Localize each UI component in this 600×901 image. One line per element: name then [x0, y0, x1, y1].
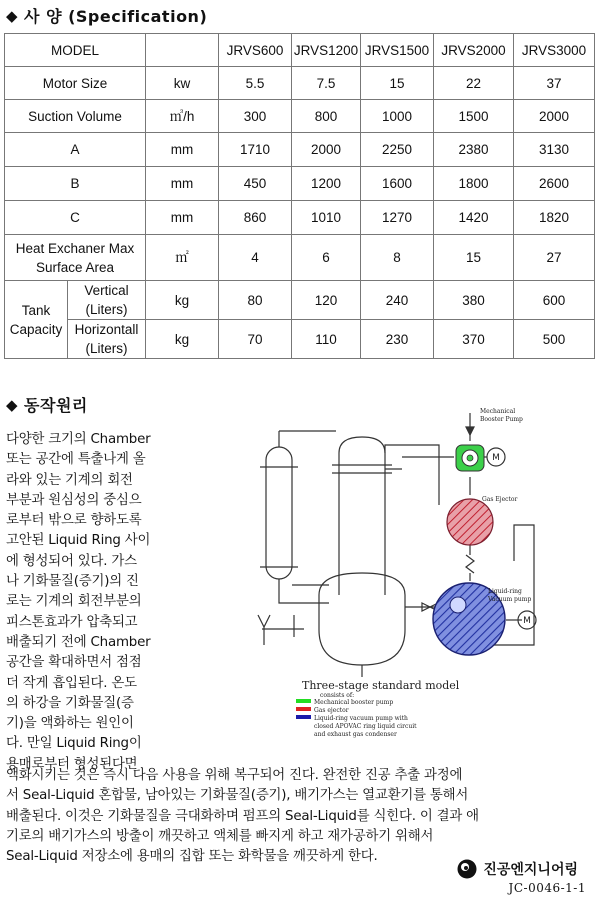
cell: 1820	[514, 201, 595, 235]
legend-swatch-booster	[296, 699, 311, 703]
header-unit	[146, 34, 219, 67]
cell: 860	[219, 201, 292, 235]
legend-swatch-ring	[296, 715, 311, 719]
document-code: JC-0046-1-1	[508, 881, 586, 895]
cell: 7.5	[292, 67, 361, 100]
cell: 1710	[219, 133, 292, 167]
cell: 6	[292, 235, 361, 281]
header-model-2: JRVS1200	[292, 34, 361, 67]
header-model-1: JRVS600	[219, 34, 292, 67]
principle-paragraph-left	[6, 430, 174, 775]
diagram-caption: Three-stage standard model	[302, 679, 460, 692]
cell: 15	[361, 67, 434, 100]
cell: 240	[361, 281, 434, 320]
tank-capacity-label	[5, 281, 68, 359]
cell: 15	[434, 235, 514, 281]
sub-label-line: Horizontall	[74, 322, 139, 337]
cell: 2380	[434, 133, 514, 167]
motor-label-booster: M	[492, 453, 500, 463]
cell: 1600	[361, 167, 434, 201]
table-row	[5, 235, 595, 281]
brand-logo-icon	[457, 859, 477, 879]
row-unit: kg	[146, 320, 219, 359]
text-line: 액화시키는 것은 즉시 다음 사용을 위해 복구되어 진다. 완전한 진공 추출 과정에	[6, 768, 463, 783]
text-line: 다. 만일 Liquid Ring이	[6, 736, 142, 752]
cell: 27	[514, 235, 595, 281]
legend-text: Gas ejector	[314, 707, 349, 714]
label-booster-line2: Booster Pump	[480, 416, 523, 423]
cell: 2600	[514, 167, 595, 201]
diamond-bullet-icon: ◆	[6, 395, 19, 414]
text-line: 로부터 밖으로 향하도록	[6, 513, 142, 529]
process-diagram	[244, 405, 590, 757]
legend-consists-of: consists of:	[320, 692, 355, 699]
cell: 37	[514, 67, 595, 100]
text-line: 더 작게 흡입된다. 온도	[6, 675, 137, 691]
cell: 600	[514, 281, 595, 320]
table-row	[5, 100, 595, 133]
table-row	[5, 320, 595, 359]
table-row	[5, 281, 595, 320]
spec-title-text: 사 양 (Specification)	[24, 7, 208, 26]
table-row	[5, 167, 595, 201]
cell: 230	[361, 320, 434, 359]
text-line: 다양한 크기의 Chamber	[6, 432, 151, 447]
row-label: Suction Volume	[5, 100, 146, 133]
legend-text: Mechanical booster pump	[314, 699, 394, 706]
legend-text: Liquid-ring vacuum pump with	[314, 715, 408, 722]
brand-name: 진공엔지니어링	[483, 862, 578, 878]
cell: 300	[219, 100, 292, 133]
spec-section-title	[6, 4, 207, 27]
legend-text: and exhaust gas condenser	[314, 731, 397, 738]
table-row	[5, 67, 595, 100]
tank-vertical-label	[68, 281, 146, 320]
condenser-column	[339, 437, 385, 595]
brand-mark	[457, 859, 578, 879]
diamond-bullet-icon: ◆	[6, 6, 19, 25]
cell: 370	[434, 320, 514, 359]
cell: 5.5	[219, 67, 292, 100]
sub-label-line: (Liters)	[85, 302, 128, 317]
mechanical-booster-pump	[456, 445, 484, 471]
label-ring-line1: Liquid-ring	[488, 588, 522, 595]
cell: 80	[219, 281, 292, 320]
text-line: 의 하강을 기화물질(증	[6, 695, 134, 711]
row-unit: ㎥/h	[146, 100, 219, 133]
cell: 3130	[514, 133, 595, 167]
header-model-5: JRVS3000	[514, 34, 595, 67]
text-line: 로는 기계의 회전부분의	[6, 594, 142, 610]
cell: 1500	[434, 100, 514, 133]
cell: 2000	[292, 133, 361, 167]
text-line: 용매로부터 형성된다면	[6, 756, 138, 772]
sub-label-line: (Liters)	[85, 341, 128, 356]
legend-text: closed APOVAC ring liquid circuit	[314, 723, 417, 730]
principle-paragraph-full	[6, 766, 590, 867]
cell: 8	[361, 235, 434, 281]
tank-label-line: Capacity	[9, 321, 63, 337]
text-line: 나 기화물질(증기)의 진	[6, 574, 139, 590]
text-line: 라와 있는 기계의 회전	[6, 472, 133, 488]
cell: 1270	[361, 201, 434, 235]
spec-table	[4, 33, 595, 359]
cell: 1000	[361, 100, 434, 133]
row-label: C	[5, 201, 146, 235]
legend-swatch-ejector	[296, 707, 311, 711]
cell: 1420	[434, 201, 514, 235]
principle-title-text: 동작원리	[24, 396, 88, 415]
gas-ejector	[447, 499, 493, 545]
principle-section-title	[6, 393, 88, 416]
table-header-row	[5, 34, 595, 67]
header-model-3: JRVS1500	[361, 34, 434, 67]
tank-horizontal-label	[68, 320, 146, 359]
table-row	[5, 201, 595, 235]
text-line: 부분과 원심성의 중심으	[6, 492, 142, 508]
text-line: 배출되기 전에 Chamber	[6, 634, 151, 650]
cell: 1800	[434, 167, 514, 201]
cell: 2250	[361, 133, 434, 167]
row-label-line: Surface Area	[35, 259, 115, 275]
cell: 1200	[292, 167, 361, 201]
text-line: 배출된다. 이것은 기화물질을 극대화하며 펌프의 Seal-Liquid를 식힌다. 이 결과 애	[6, 808, 479, 824]
motor-label-ring: M	[523, 616, 531, 626]
cell: 1010	[292, 201, 361, 235]
header-model: MODEL	[5, 34, 146, 67]
row-label: Motor Size	[5, 67, 146, 100]
row-label: A	[5, 133, 146, 167]
text-line: Seal-Liquid 저장소에 용매의 집합 또는 화학물을 깨끗하게 한다.	[6, 849, 378, 865]
cell: 800	[292, 100, 361, 133]
sub-label-line: Vertical	[84, 283, 129, 298]
row-label: B	[5, 167, 146, 201]
row-unit: mm	[146, 201, 219, 235]
text-line: 또는 공간에 특출나게 올	[6, 452, 146, 468]
row-unit: mm	[146, 167, 219, 201]
row-unit: ㎡	[146, 235, 219, 281]
label-ring-line2: Vacuum pump	[488, 596, 532, 603]
text-line: 기)을 액화하는 원인이	[6, 716, 134, 732]
text-line: 기로의 배기가스의 방출이 깨끗하고 액체를 빠지게 하고 재가공하기 위해서	[6, 828, 434, 844]
cell: 500	[514, 320, 595, 359]
cell: 120	[292, 281, 361, 320]
main-vessel	[319, 573, 405, 665]
label-ejector: Gas Ejector	[482, 496, 518, 503]
cell: 70	[219, 320, 292, 359]
table-row	[5, 133, 595, 167]
text-line: 고안된 Liquid Ring 사이	[6, 533, 151, 549]
row-unit: kg	[146, 281, 219, 320]
text-line: 피스톤효과가 압축되고	[6, 614, 138, 630]
cell: 110	[292, 320, 361, 359]
cell: 450	[219, 167, 292, 201]
cell: 22	[434, 67, 514, 100]
row-label-line: Heat Exchaner Max	[15, 240, 135, 256]
cell: 4	[219, 235, 292, 281]
row-label-heat-exchanger	[5, 235, 146, 281]
header-model-4: JRVS2000	[434, 34, 514, 67]
tank-label-line: Tank	[21, 302, 51, 318]
row-unit: mm	[146, 133, 219, 167]
label-booster-line1: Mechanical	[480, 408, 516, 415]
text-line: 서 Seal-Liquid 혼합물, 남아있는 기화물질(증기), 배기가스는 열교환기를 통해서	[6, 788, 469, 804]
text-line: 에 형성되어 있다. 가스	[6, 553, 137, 569]
row-unit: kw	[146, 67, 219, 100]
text-line: 공간을 확대하면서 점점	[6, 655, 142, 671]
cell: 2000	[514, 100, 595, 133]
cell: 380	[434, 281, 514, 320]
